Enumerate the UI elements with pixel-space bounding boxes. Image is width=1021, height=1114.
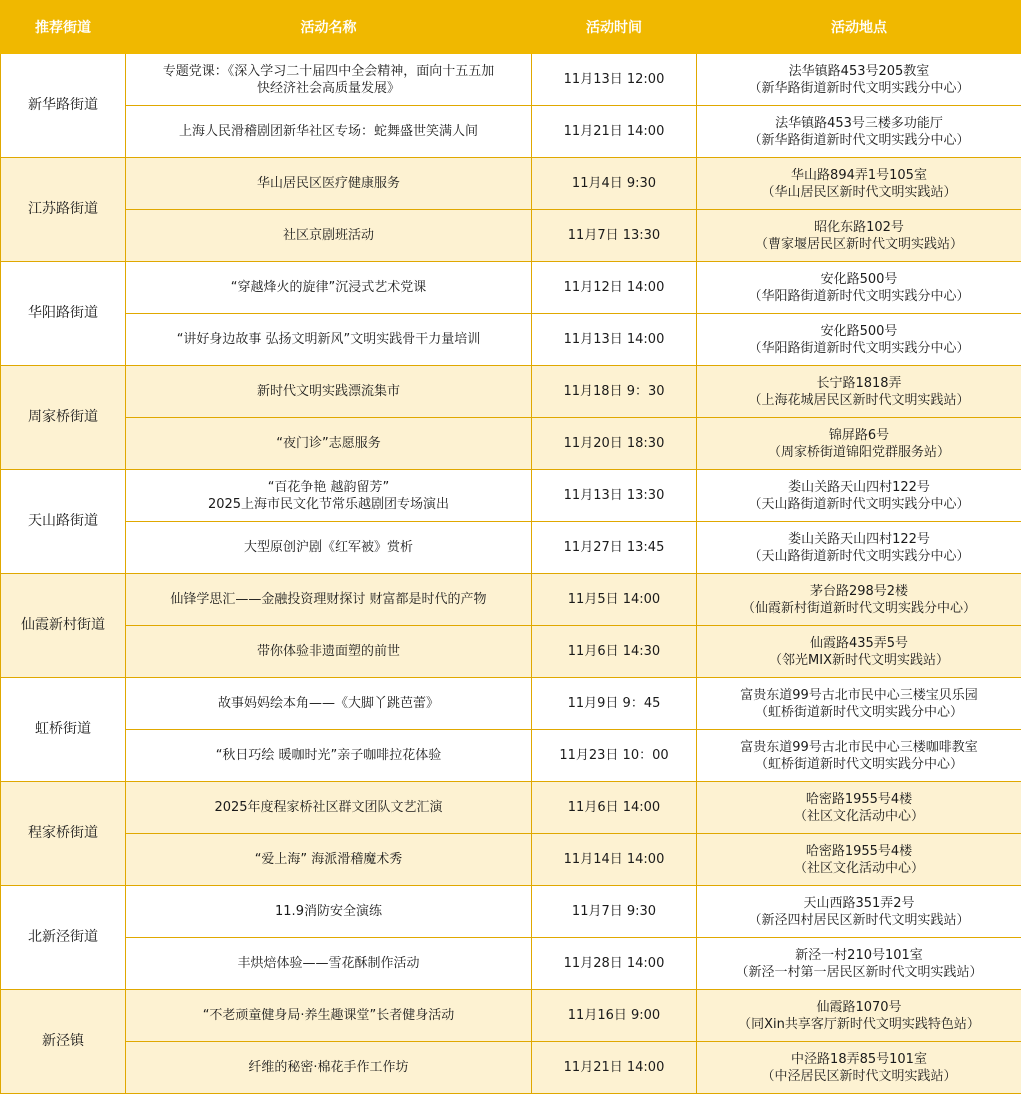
activity-name: 大型原创沪剧《红军被》赏析	[126, 522, 532, 574]
table-row	[1, 886, 1021, 938]
activity-time: 11月28日 14:00	[532, 938, 697, 990]
activity-time: 11月20日 18:30	[532, 418, 697, 470]
activity-place: 法华镇路453号三楼多功能厅 （新华路街道新时代文明实践分中心）	[697, 106, 1021, 158]
table-row	[1, 834, 1021, 886]
activity-name: “讲好身边故事 弘扬文明新风”文明实践骨干力量培训	[126, 314, 532, 366]
activity-place: 仙霞路435弄5号 （邻光MIX新时代文明实践站）	[697, 626, 1021, 678]
activity-name: 上海人民滑稽剧团新华社区专场：蛇舞盛世笑满人间	[126, 106, 532, 158]
table-row	[1, 366, 1021, 418]
table-row	[1, 782, 1021, 834]
activity-time: 11月5日 14:00	[532, 574, 697, 626]
activity-name: “不老顽童健身局·养生趣课堂”长者健身活动	[126, 990, 532, 1042]
activity-time: 11月4日 9:30	[532, 158, 697, 210]
activity-place: 昭化东路102号 （曹家堰居民区新时代文明实践站）	[697, 210, 1021, 262]
activity-place: 长宁路1818弄 （上海花城居民区新时代文明实践站）	[697, 366, 1021, 418]
table-row	[1, 522, 1021, 574]
activity-name: 新时代文明实践漂流集市	[126, 366, 532, 418]
table-row	[1, 990, 1021, 1042]
activity-time: 11月21日 14:00	[532, 106, 697, 158]
activity-name: 2025年度程家桥社区群文团队文艺汇演	[126, 782, 532, 834]
activity-name: 11.9消防安全演练	[126, 886, 532, 938]
header-activity-place: 活动地点	[697, 1, 1021, 54]
table-row	[1, 730, 1021, 782]
table-row	[1, 106, 1021, 158]
activity-time: 11月12日 14:00	[532, 262, 697, 314]
activity-time: 11月6日 14:00	[532, 782, 697, 834]
activity-place: 天山西路351弄2号 （新泾四村居民区新时代文明实践站）	[697, 886, 1021, 938]
activity-time: 11月21日 14:00	[532, 1042, 697, 1094]
activity-time: 11月6日 14:30	[532, 626, 697, 678]
activity-name: 仙锋学思汇——金融投资理财探讨 财富都是时代的产物	[126, 574, 532, 626]
street-name: 程家桥街道	[1, 782, 126, 886]
table-row	[1, 938, 1021, 990]
street-group	[1, 262, 1021, 366]
street-group	[1, 782, 1021, 886]
activity-time: 11月16日 9:00	[532, 990, 697, 1042]
header-row	[1, 1, 1021, 54]
street-name: 天山路街道	[1, 470, 126, 574]
activity-place: 安化路500号 （华阳路街道新时代文明实践分中心）	[697, 262, 1021, 314]
activity-name: “秋日巧绘 暖咖时光”亲子咖啡拉花体验	[126, 730, 532, 782]
header-activity-time: 活动时间	[532, 1, 697, 54]
street-name: 新泾镇	[1, 990, 126, 1094]
street-name: 新华路街道	[1, 54, 126, 158]
activity-place: 茅台路298号2楼 （仙霞新村街道新时代文明实践分中心）	[697, 574, 1021, 626]
activity-place: 中泾路18弄85号101室 （中泾居民区新时代文明实践站）	[697, 1042, 1021, 1094]
activity-name: 带你体验非遗面塑的前世	[126, 626, 532, 678]
activity-time: 11月13日 13:30	[532, 470, 697, 522]
activity-place: 仙霞路1070号 （同Xin共享客厅新时代文明实践特色站）	[697, 990, 1021, 1042]
street-group	[1, 574, 1021, 678]
activity-time: 11月23日 10：00	[532, 730, 697, 782]
activity-time: 11月13日 12:00	[532, 54, 697, 106]
activity-name: “爱上海” 海派滑稽魔术秀	[126, 834, 532, 886]
activity-place: 华山路894弄1号105室 （华山居民区新时代文明实践站）	[697, 158, 1021, 210]
activity-name: 社区京剧班活动	[126, 210, 532, 262]
activity-name: “夜门诊”志愿服务	[126, 418, 532, 470]
activity-name: 丰烘焙体验——雪花酥制作活动	[126, 938, 532, 990]
activity-name: “百花争艳 越韵留芳” 2025上海市民文化节常乐越剧团专场演出	[126, 470, 532, 522]
activity-place: 哈密路1955号4楼 （社区文化活动中心）	[697, 782, 1021, 834]
activity-name: 故事妈妈绘本角——《大脚丫跳芭蕾》	[126, 678, 532, 730]
table-row	[1, 626, 1021, 678]
street-group	[1, 54, 1021, 158]
street-group	[1, 366, 1021, 470]
table-row	[1, 470, 1021, 522]
activity-place: 娄山关路天山四村122号 （天山路街道新时代文明实践分中心）	[697, 470, 1021, 522]
activity-time: 11月14日 14:00	[532, 834, 697, 886]
table-row	[1, 158, 1021, 210]
activity-name: 纤维的秘密·棉花手作工作坊	[126, 1042, 532, 1094]
street-group	[1, 990, 1021, 1094]
activity-time: 11月7日 13:30	[532, 210, 697, 262]
street-group	[1, 158, 1021, 262]
street-name: 虹桥街道	[1, 678, 126, 782]
table-row	[1, 574, 1021, 626]
header-street: 推荐街道	[1, 1, 126, 54]
activity-place: 安化路500号 （华阳路街道新时代文明实践分中心）	[697, 314, 1021, 366]
activity-time: 11月13日 14:00	[532, 314, 697, 366]
activity-time: 11月27日 13:45	[532, 522, 697, 574]
street-group	[1, 886, 1021, 990]
street-name: 北新泾街道	[1, 886, 126, 990]
street-name: 周家桥街道	[1, 366, 126, 470]
activity-place: 哈密路1955号4楼 （社区文化活动中心）	[697, 834, 1021, 886]
table-row	[1, 54, 1021, 106]
table-row	[1, 678, 1021, 730]
activity-name: “穿越烽火的旋律”沉浸式艺术党课	[126, 262, 532, 314]
activity-time: 11月18日 9：30	[532, 366, 697, 418]
table-row	[1, 314, 1021, 366]
activity-place: 新泾一村210号101室 （新泾一村第一居民区新时代文明实践站）	[697, 938, 1021, 990]
street-name: 华阳路街道	[1, 262, 126, 366]
table-row	[1, 418, 1021, 470]
table-row	[1, 1042, 1021, 1094]
street-group	[1, 678, 1021, 782]
activity-place: 锦屏路6号 （周家桥街道锦阳党群服务站）	[697, 418, 1021, 470]
street-name: 仙霞新村街道	[1, 574, 126, 678]
table-row	[1, 262, 1021, 314]
table-row	[1, 210, 1021, 262]
street-group	[1, 470, 1021, 574]
activity-name: 专题党课：《深入学习二十届四中全会精神，面向十五五加 快经济社会高质量发展》	[126, 54, 532, 106]
activity-place: 富贵东道99号古北市民中心三楼咖啡教室 （虹桥街道新时代文明实践分中心）	[697, 730, 1021, 782]
activity-time: 11月9日 9：45	[532, 678, 697, 730]
street-name: 江苏路街道	[1, 158, 126, 262]
activity-name: 华山居民区医疗健康服务	[126, 158, 532, 210]
activity-time: 11月7日 9:30	[532, 886, 697, 938]
activity-place: 法华镇路453号205教室 （新华路街道新时代文明实践分中心）	[697, 54, 1021, 106]
activity-place: 娄山关路天山四村122号 （天山路街道新时代文明实践分中心）	[697, 522, 1021, 574]
header-activity-name: 活动名称	[126, 1, 532, 54]
activity-place: 富贵东道99号古北市民中心三楼宝贝乐园 （虹桥街道新时代文明实践分中心）	[697, 678, 1021, 730]
